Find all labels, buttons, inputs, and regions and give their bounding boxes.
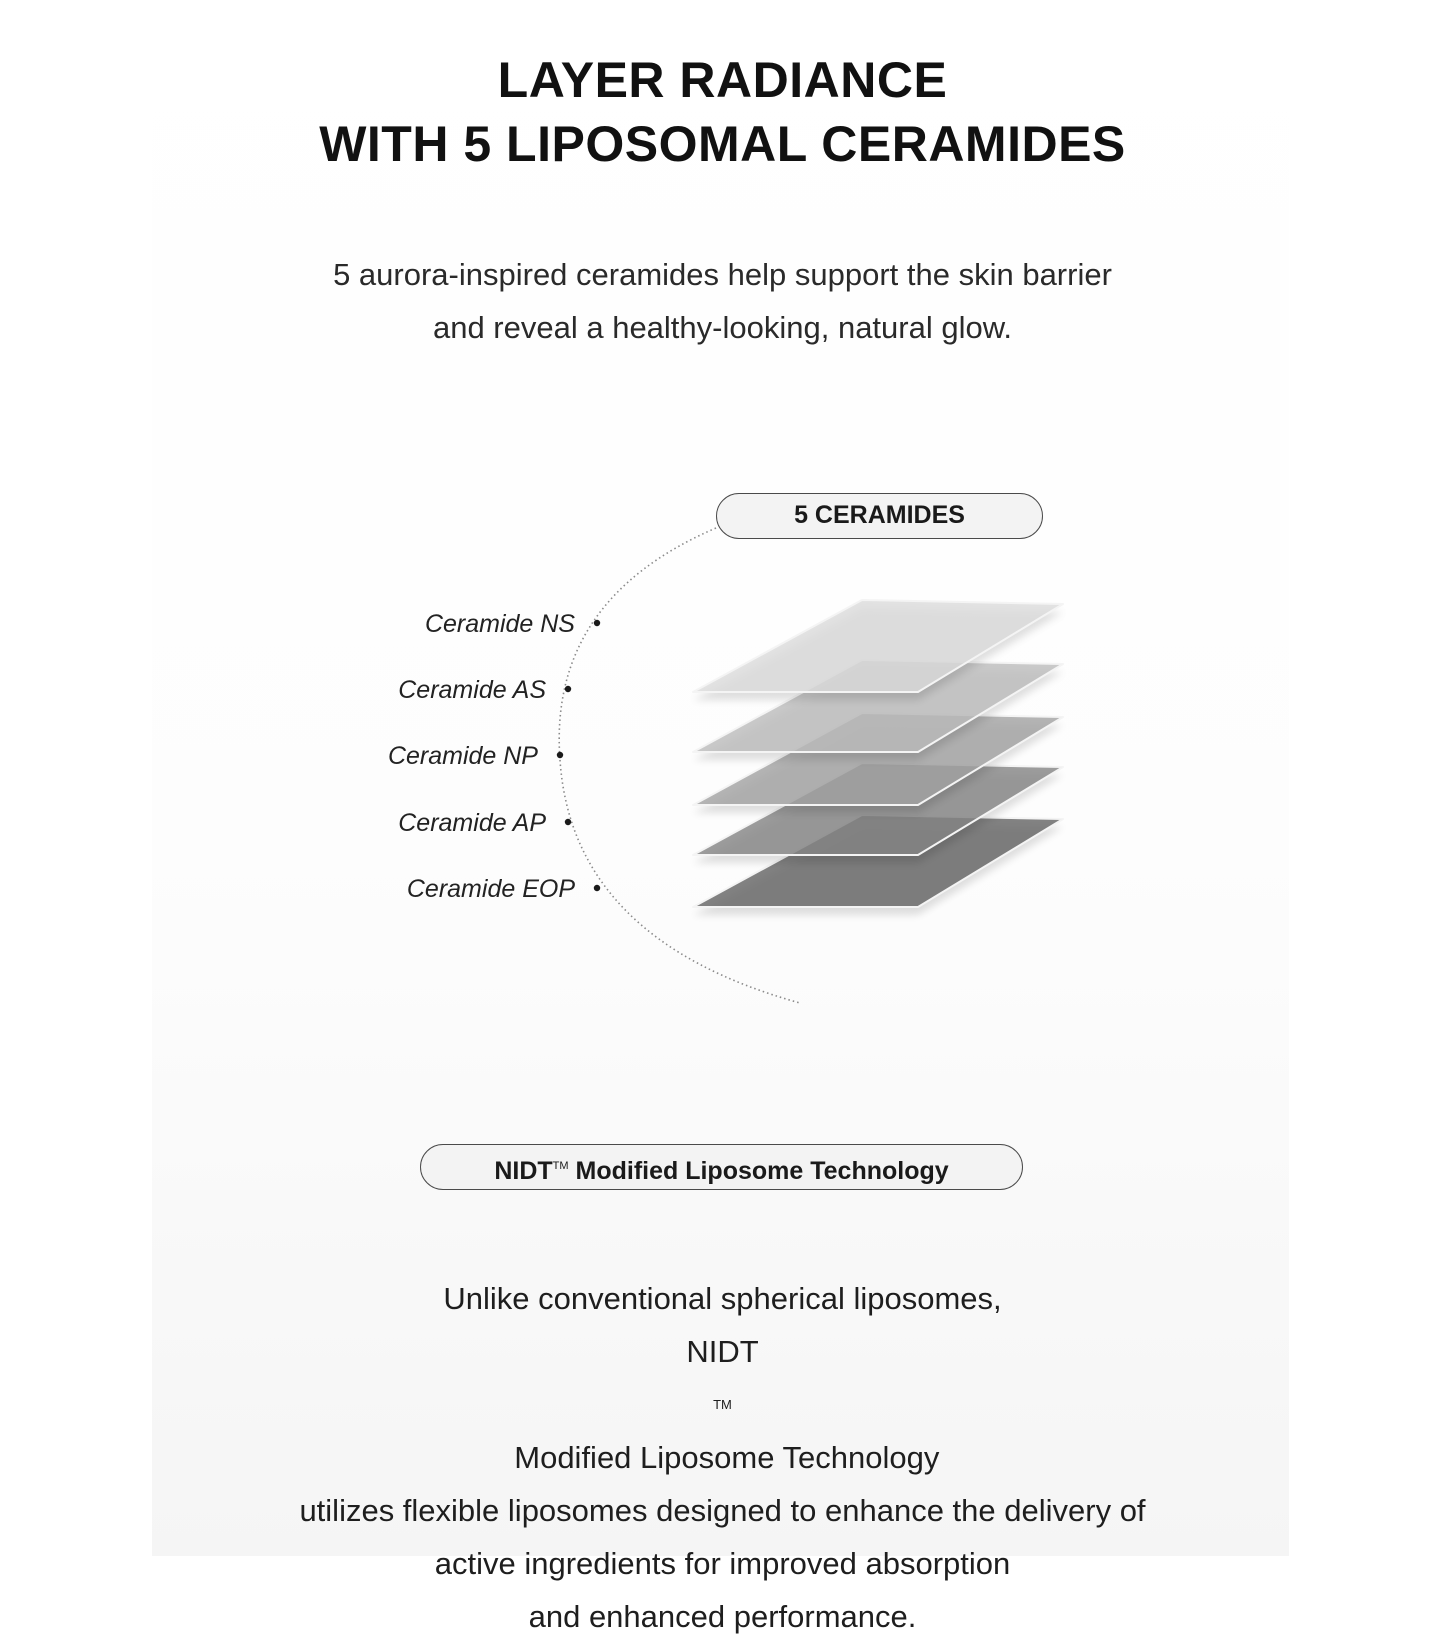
ceramide-dot <box>565 819 571 825</box>
ceramide-label: Ceramide AS <box>398 676 546 704</box>
description-line-2 <box>0 1325 1445 1484</box>
nidt-pill-trademark: TM <box>552 1160 569 1172</box>
ceramide-labels <box>388 610 600 903</box>
ceramide-dot <box>565 686 571 692</box>
title-line-1: LAYER RADIANCE <box>497 52 948 108</box>
nidt-pill-suffix: Modified Liposome Technology <box>568 1157 949 1185</box>
ceramides-pill <box>716 493 1043 539</box>
description-line-1: Unlike conventional spherical liposomes, <box>443 1281 1002 1316</box>
technology-description <box>0 1272 1445 1643</box>
ceramide-label: Ceramide NP <box>387 742 538 770</box>
layer-stack <box>693 600 1063 915</box>
description-line-3: utilizes flexible liposomes designed to enhance the delivery of <box>299 1493 1146 1528</box>
description-nidt: NIDT <box>686 1334 759 1369</box>
description-trademark: TM <box>713 1397 732 1412</box>
nidt-pill <box>420 1144 1023 1190</box>
ceramide-dot <box>594 620 600 626</box>
ceramide-label: Ceramide NS <box>424 610 575 638</box>
description-line-4: active ingredients for improved absorption <box>434 1546 1011 1581</box>
ceramide-dot <box>594 885 600 891</box>
title-line-2: WITH 5 LIPOSOMAL CERAMIDES <box>319 116 1126 172</box>
nidt-pill-prefix: NIDT <box>494 1157 553 1185</box>
description-line-5: and enhanced performance. <box>528 1599 917 1634</box>
ceramide-label: Ceramide AP <box>398 809 546 837</box>
ceramide-label: Ceramide EOP <box>406 875 575 903</box>
ceramide-dot <box>557 752 563 758</box>
subtitle-line-1: 5 aurora-inspired ceramides help support the skin barrier <box>333 257 1112 292</box>
description-line-2-suffix: Modified Liposome Technology <box>505 1440 940 1475</box>
ceramides-pill-label: 5 CERAMIDES <box>794 501 965 529</box>
subtitle-line-2: and reveal a healthy-looking, natural glow. <box>432 310 1013 345</box>
